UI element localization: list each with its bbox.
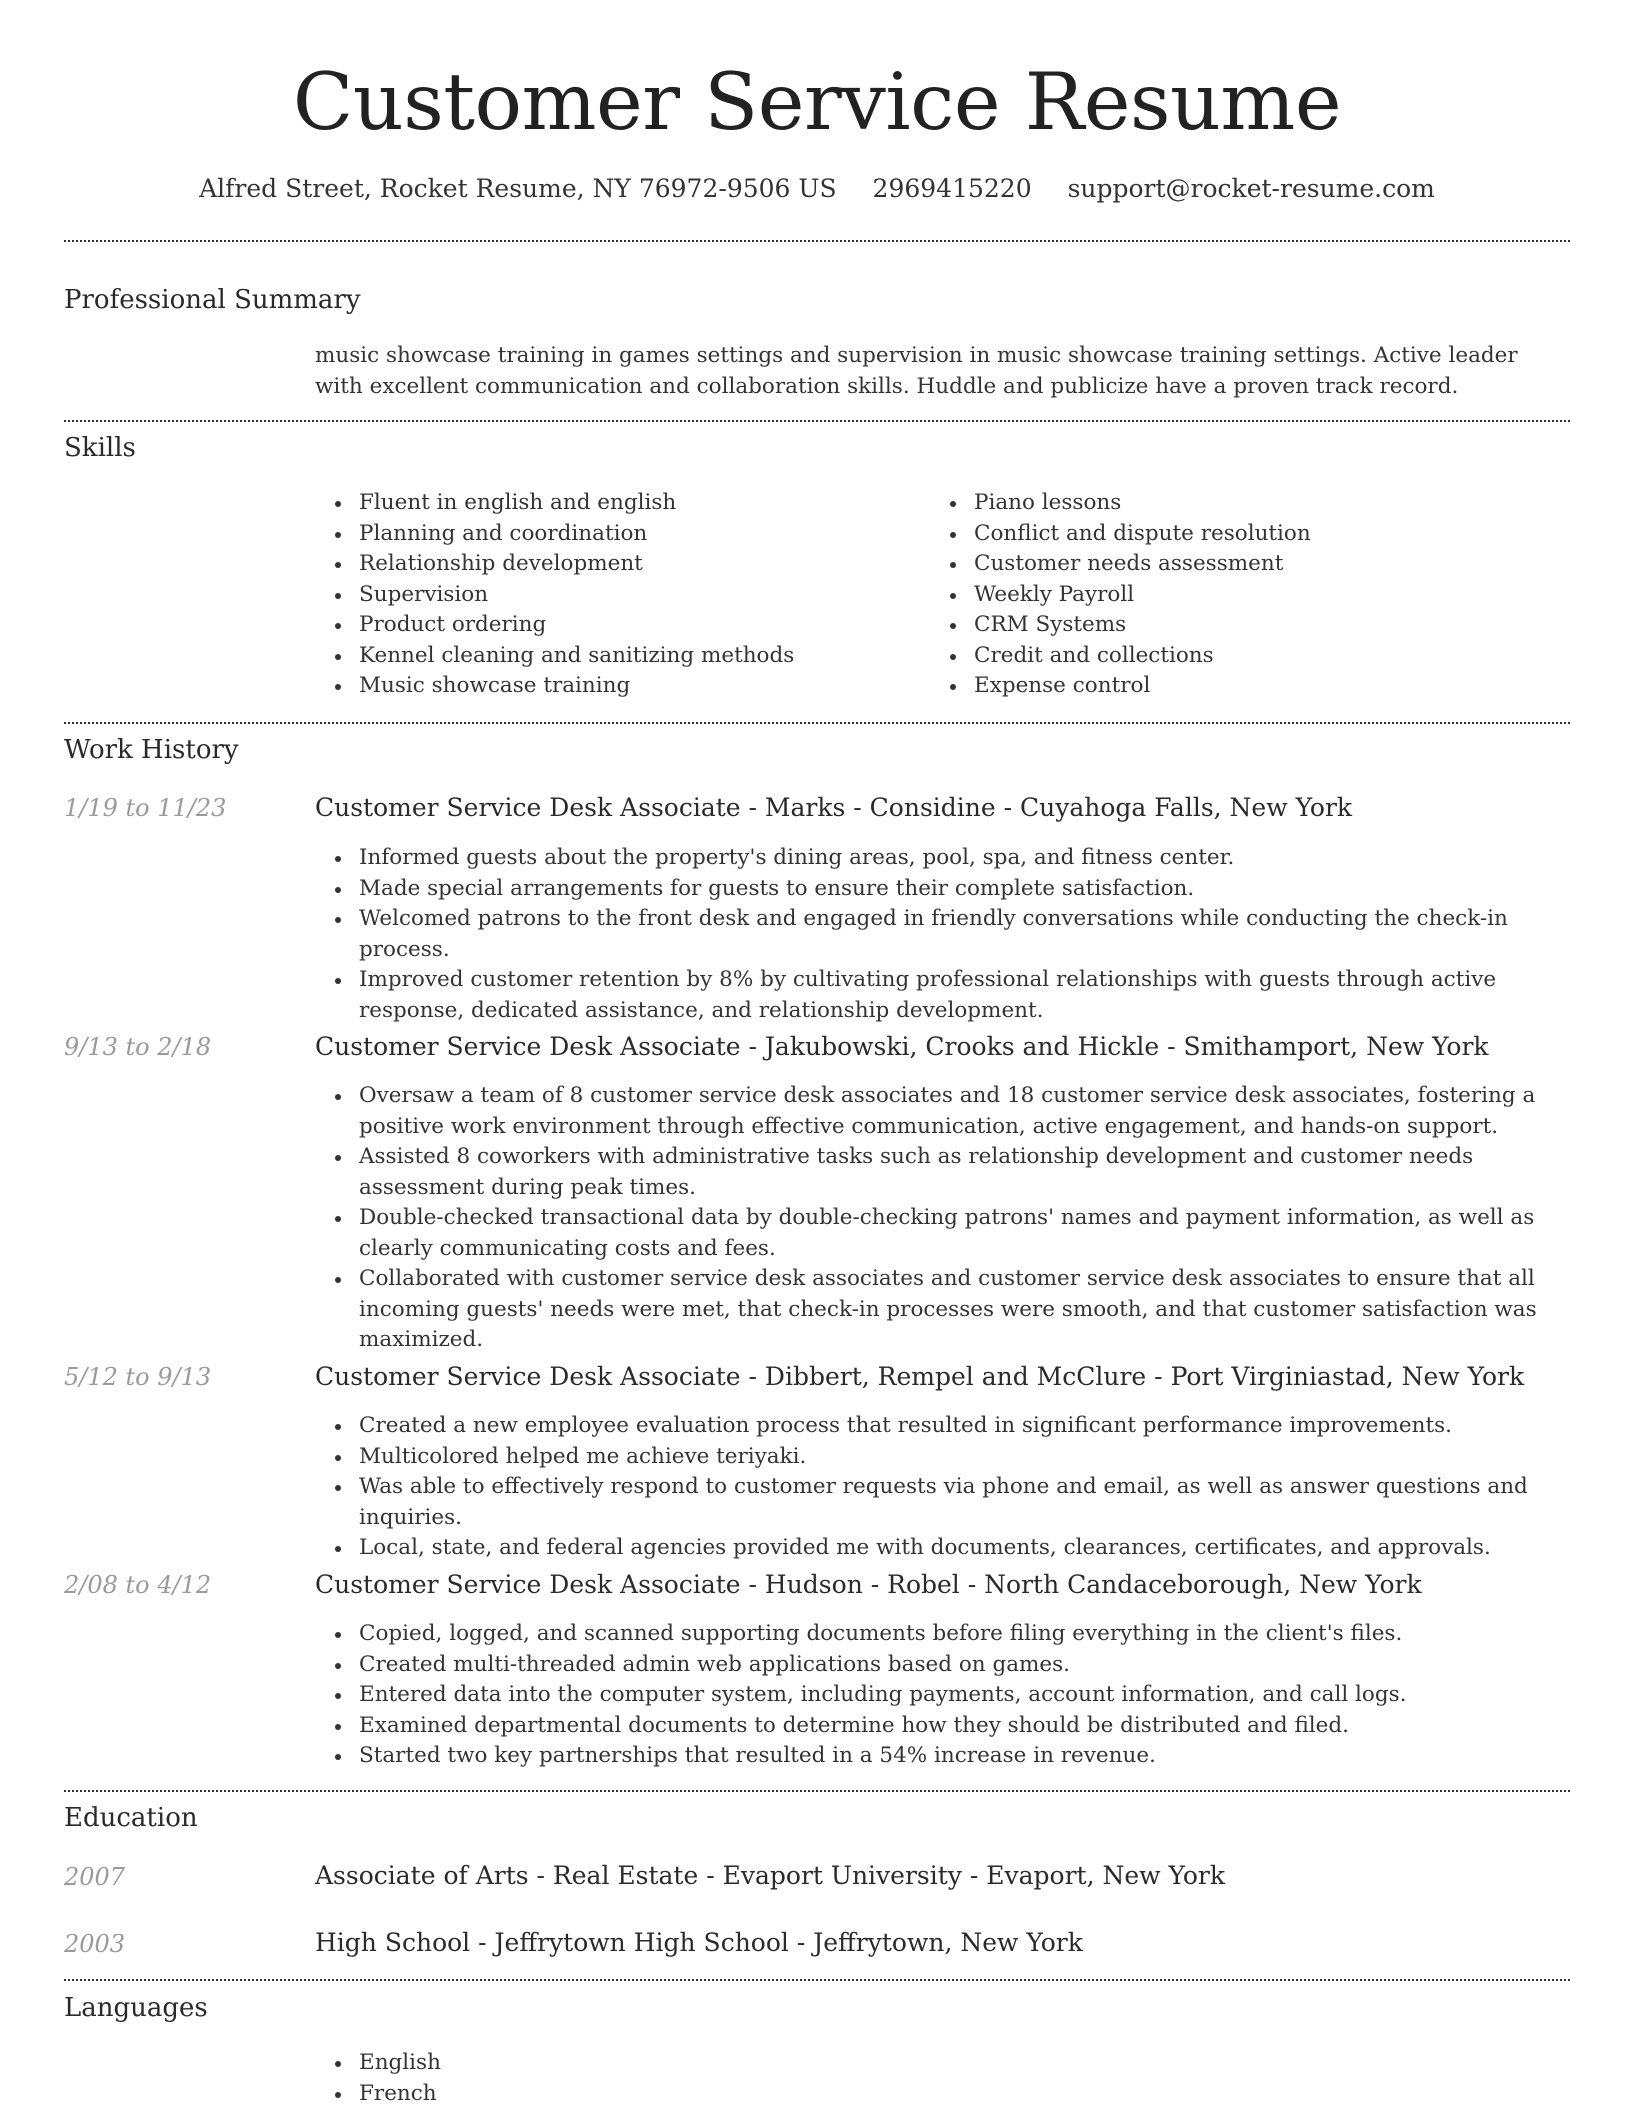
skills-list-left bbox=[315, 488, 915, 702]
education-year: 2007 bbox=[64, 1863, 126, 1891]
duty-item: Made special arrangements for guests to ensure their complete satisfaction. bbox=[359, 874, 1565, 905]
skills-list-right bbox=[930, 488, 1530, 702]
duty-item: Copied, logged, and scanned supporting documents before filing everything in the client's files. bbox=[359, 1619, 1565, 1650]
skill-item: Music showcase training bbox=[359, 671, 915, 702]
duty-item: Informed guests about the property's dining areas, pool, spa, and fitness center. bbox=[359, 843, 1565, 874]
skill-item: Supervision bbox=[359, 580, 915, 611]
contact-email: support@rocket-resume.com bbox=[1067, 174, 1435, 203]
skill-item: Product ordering bbox=[359, 610, 915, 641]
duty-item: Created a new employee evaluation process that resulted in significant performance improvements. bbox=[359, 1411, 1565, 1442]
resume-title: Customer Service Resume bbox=[292, 56, 1342, 148]
duty-item: Assisted 8 coworkers with administrative tasks such as relationship development and customer needs assessment during peak times. bbox=[359, 1142, 1565, 1203]
language-item: English bbox=[359, 2048, 1565, 2079]
skill-item: Expense control bbox=[974, 671, 1530, 702]
languages-heading: Languages bbox=[64, 1993, 208, 2023]
duty-item: Was able to effectively respond to customer requests via phone and email, as well as answer questions and inquiries. bbox=[359, 1472, 1565, 1533]
duty-item: Examined departmental documents to determine how they should be distributed and filed. bbox=[359, 1711, 1565, 1742]
job-duties bbox=[315, 1619, 1565, 1772]
skill-item: Weekly Payroll bbox=[974, 580, 1530, 611]
contact-phone: 2969415220 bbox=[872, 174, 1032, 203]
section-divider bbox=[64, 1979, 1570, 1981]
job-title: Customer Service Desk Associate - Hudson - Robel - North Candaceborough, New York bbox=[315, 1570, 1422, 1599]
section-divider bbox=[64, 420, 1570, 422]
education-heading: Education bbox=[64, 1803, 198, 1833]
duty-item: Oversaw a team of 8 customer service desk associates and 18 customer service desk associates, fostering a positive work environment through effective communication, active engagement, and hands-on support. bbox=[359, 1081, 1565, 1142]
job-dates: 9/13 to 2/18 bbox=[64, 1033, 212, 1061]
skill-item: Conflict and dispute resolution bbox=[974, 519, 1530, 550]
summary-text: music showcase training in games settings and supervision in music showcase training settings. Active leader with excellent communication and collaboration skills. Huddle and publicize have a proven track record. bbox=[315, 343, 1518, 399]
skill-item: Relationship development bbox=[359, 549, 915, 580]
work-history-heading: Work History bbox=[64, 735, 239, 765]
job-dates: 1/19 to 11/23 bbox=[64, 794, 227, 822]
job-duties bbox=[315, 843, 1565, 1026]
skill-item: Fluent in english and english bbox=[359, 488, 915, 519]
duty-item: Started two key partnerships that resulted in a 54% increase in revenue. bbox=[359, 1741, 1565, 1772]
language-item: French bbox=[359, 2079, 1565, 2110]
skill-item: Planning and coordination bbox=[359, 519, 915, 550]
duty-item: Collaborated with customer service desk associates and customer service desk associates to ensure that all incoming guests' needs were met, that check-in processes were smooth, and that customer satisfaction was maximized. bbox=[359, 1264, 1565, 1356]
summary-heading: Professional Summary bbox=[64, 285, 361, 315]
job-duties bbox=[315, 1081, 1565, 1356]
duty-item: Welcomed patrons to the front desk and engaged in friendly conversations while conducting the check-in process. bbox=[359, 904, 1565, 965]
duty-item: Entered data into the computer system, including payments, account information, and call logs. bbox=[359, 1680, 1565, 1711]
skill-item: CRM Systems bbox=[974, 610, 1530, 641]
duty-item: Local, state, and federal agencies provided me with documents, clearances, certificates, and approvals. bbox=[359, 1533, 1565, 1564]
job-title: Customer Service Desk Associate - Dibbert, Rempel and McClure - Port Virginiastad, New York bbox=[315, 1362, 1525, 1391]
contact-address: Alfred Street, Rocket Resume, NY 76972-9506 US bbox=[199, 174, 837, 203]
job-dates: 5/12 to 9/13 bbox=[64, 1363, 212, 1391]
duty-item: Multicolored helped me achieve teriyaki. bbox=[359, 1442, 1565, 1473]
contact-line bbox=[64, 172, 1570, 206]
job-title: Customer Service Desk Associate - Jakubowski, Crooks and Hickle - Smithamport, New York bbox=[315, 1032, 1489, 1061]
skill-item: Kennel cleaning and sanitizing methods bbox=[359, 641, 915, 672]
skills-heading: Skills bbox=[64, 433, 136, 463]
job-duties bbox=[315, 1411, 1565, 1564]
education-entry: Associate of Arts - Real Estate - Evaport University - Evaport, New York bbox=[315, 1861, 1225, 1890]
duty-item: Double-checked transactional data by double-checking patrons' names and payment information, as well as clearly communicating costs and fees. bbox=[359, 1203, 1565, 1264]
duty-item: Improved customer retention by 8% by cultivating professional relationships with guests through active response, dedicated assistance, and relationship development. bbox=[359, 965, 1565, 1026]
languages-list bbox=[315, 2048, 1565, 2109]
skill-item: Customer needs assessment bbox=[974, 549, 1530, 580]
education-year: 2003 bbox=[64, 1930, 126, 1958]
education-entry: High School - Jeffrytown High School - Jeffrytown, New York bbox=[315, 1928, 1083, 1957]
section-divider bbox=[64, 1790, 1570, 1792]
skill-item: Piano lessons bbox=[974, 488, 1530, 519]
skill-item: Credit and collections bbox=[974, 641, 1530, 672]
job-title: Customer Service Desk Associate - Marks - Considine - Cuyahoga Falls, New York bbox=[315, 793, 1353, 822]
duty-item: Created multi-threaded admin web applications based on games. bbox=[359, 1650, 1565, 1681]
section-divider bbox=[64, 722, 1570, 724]
section-divider bbox=[64, 240, 1570, 242]
job-dates: 2/08 to 4/12 bbox=[64, 1571, 212, 1599]
